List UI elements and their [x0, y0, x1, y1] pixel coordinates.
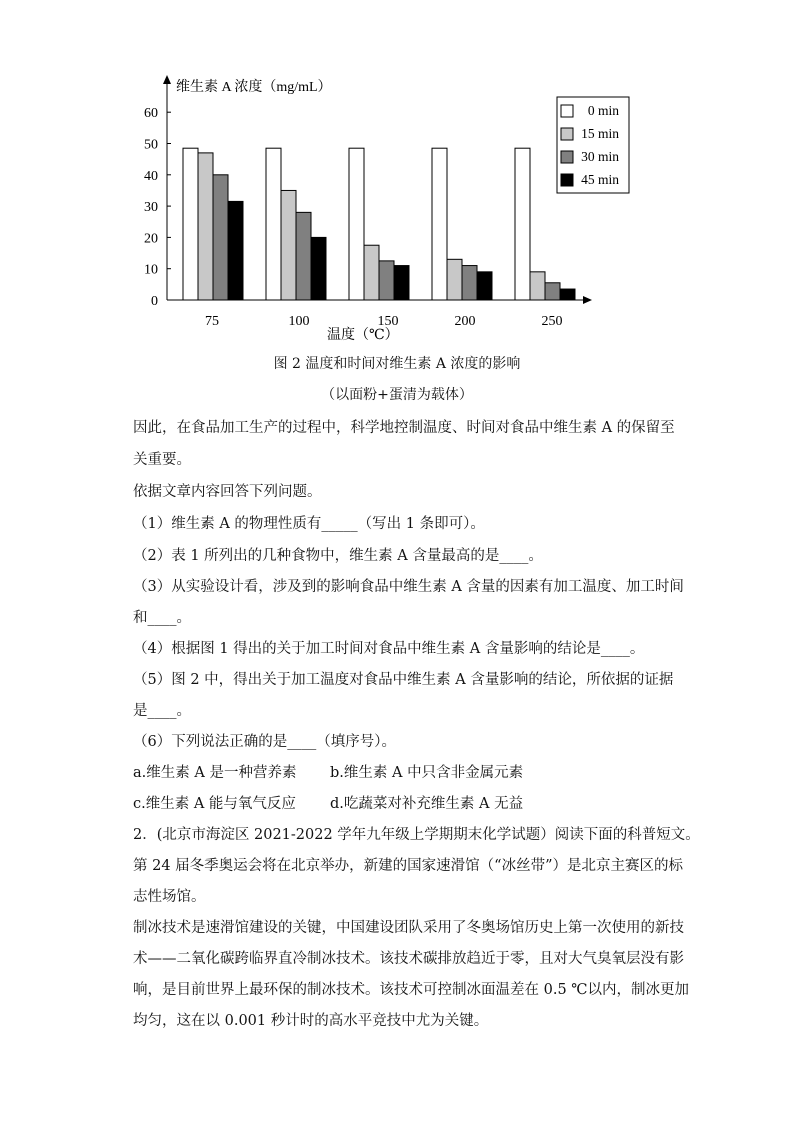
- x-tick-label: 100: [288, 314, 310, 329]
- question-1: （1）维生素 A 的物理性质有_____（写出 1 条即可）。: [133, 516, 485, 532]
- bar: [364, 245, 379, 300]
- x-axis-label: 温度（℃）: [327, 328, 399, 343]
- y-axis-arrow: [163, 75, 171, 84]
- bar: [447, 259, 462, 300]
- article-line: 第 24 届冬季奥运会将在北京举办，新建的国家速滑馆（“冰丝带”）是北京主赛区的标: [133, 858, 683, 874]
- question-3-cont: 和____。: [133, 610, 191, 626]
- x-tick-label: 75: [205, 314, 219, 329]
- article-line: 制冰技术是速滑馆建设的关键，中国建设团队采用了冬奥场馆历史上第一次使用的新技: [133, 920, 684, 936]
- x-tick-label: 250: [541, 314, 563, 329]
- article-line: 均匀，这在以 0.001 秒计时的高水平竞技中尤为关键。: [133, 1013, 489, 1029]
- bar: [281, 190, 296, 300]
- chart-legend: [557, 97, 629, 193]
- bar-chart: [0, 0, 794, 345]
- bar: [462, 266, 477, 300]
- x-tick-label: 200: [454, 314, 476, 329]
- question-4: （4）根据图 1 得出的关于加工时间对食品中维生素 A 含量影响的结论是____。: [133, 641, 645, 657]
- text-line: 因此，在食品加工生产的过程中，科学地控制温度、时间对食品中维生素 A 的保留至: [133, 420, 675, 436]
- bar: [198, 153, 213, 300]
- bar: [560, 289, 575, 300]
- option-a: a.维生素 A 是一种营养素: [133, 765, 297, 781]
- y-tick-label: 10: [144, 262, 158, 278]
- legend-label: 30 min: [581, 149, 619, 164]
- figure-subcaption: （以面粉+蛋清为载体）: [321, 387, 473, 403]
- bar: [515, 148, 530, 300]
- legend-swatch: [561, 151, 573, 163]
- article-line: 术——二氧化碳跨临界直冷制冰技术。该技术碳排放趋近于零，且对大气臭氧层没有影: [133, 951, 684, 967]
- y-tick-label: 60: [144, 106, 158, 122]
- article-line: 响，是目前世界上最环保的制冰技术。该技术可控制冰面温差在 0.5 ℃以内，制冰更加: [133, 982, 689, 998]
- y-tick-label: 0: [151, 294, 158, 309]
- option-d: d.吃蔬菜对补充维生素 A 无益: [330, 796, 524, 812]
- bar: [213, 175, 228, 300]
- bar: [266, 148, 281, 300]
- bar: [296, 212, 311, 300]
- legend-swatch: [561, 105, 573, 117]
- bar: [530, 272, 545, 300]
- bar: [379, 261, 394, 300]
- text-line: 依据文章内容回答下列问题。: [133, 484, 322, 500]
- y-axis-label: 维生素 A 浓度（mg/mL）: [176, 80, 332, 95]
- legend-label: 45 min: [581, 172, 619, 187]
- y-tick-label: 40: [144, 168, 158, 184]
- y-tick-label: 50: [144, 137, 158, 153]
- bar: [432, 148, 447, 300]
- question-5: （5）图 2 中，得出关于加工温度对食品中维生素 A 含量影响的结论，所依据的证据: [133, 672, 674, 688]
- option-b: b.维生素 A 中只含非金属元素: [330, 765, 524, 781]
- legend-swatch: [561, 174, 573, 186]
- figure-caption: 图 2 温度和时间对维生素 A 浓度的影响: [273, 356, 521, 372]
- question-6: （6）下列说法正确的是____（填序号）。: [133, 734, 396, 750]
- bar: [183, 148, 198, 300]
- bar: [477, 272, 492, 300]
- legend-label: 0 min: [587, 103, 619, 118]
- bar: [394, 266, 409, 300]
- question-2-header: 2．(北京市海淀区 2021-2022 学年九年级上学期期末化学试题）阅读下面的科普短文。: [133, 827, 700, 843]
- bar: [311, 237, 326, 300]
- bar: [545, 283, 560, 300]
- legend-swatch: [561, 128, 573, 140]
- x-tick-label: 150: [377, 314, 399, 329]
- y-tick-label: 30: [144, 200, 158, 216]
- article-line: 志性场馆。: [133, 889, 206, 905]
- y-tick-label: 20: [144, 231, 158, 247]
- legend-label: 15 min: [581, 126, 619, 141]
- bar: [349, 148, 364, 300]
- x-axis-arrow: [583, 296, 592, 304]
- question-5-cont: 是____。: [133, 703, 191, 719]
- question-2: （2）表 1 所列出的几种食物中，维生素 A 含量最高的是____。: [133, 548, 543, 564]
- text-line: 关重要。: [133, 452, 191, 468]
- bar: [228, 201, 243, 300]
- question-3: （3）从实验设计看，涉及到的影响食品中维生素 A 含量的因素有加工温度、加工时间: [133, 579, 684, 595]
- option-c: c.维生素 A 能与氧气反应: [133, 796, 296, 812]
